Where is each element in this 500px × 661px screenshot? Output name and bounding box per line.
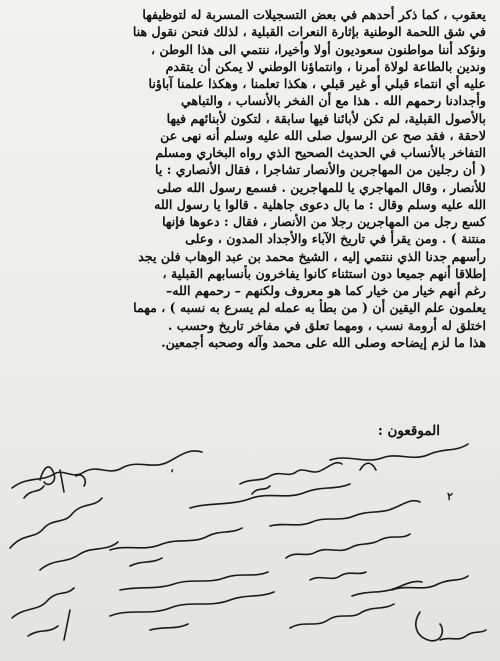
text-line: التفاخر بالأنساب في الحديث الصحيح الذي رواه البخاري ومسلم bbox=[155, 145, 486, 160]
signature-8 bbox=[10, 498, 118, 570]
text-line: ونؤكد أننا مواطنون سعوديون أولا وأخيرا، ننتمي الى هذا الوطن ، bbox=[151, 41, 486, 57]
text-line: بالأصول القبلية، لم تكن لأبائنا فيها سابقة ، لتكون لأبنائهم فيها bbox=[166, 110, 486, 126]
text-line: عليه أي انتماء قبلي أو غير قبلي ، هكذا تعلمنا ، وهكذا علمنا آباؤنا bbox=[148, 76, 486, 91]
signature-11 bbox=[310, 572, 422, 596]
text-line: للأنصار ، وقال المهاجري يا للمهاجرين . فسمع رسول الله صلى bbox=[156, 179, 486, 195]
signature-mark: ٢ bbox=[447, 490, 453, 503]
text-line: رأسهم جدنا الذي ننتمي إليه ، الشيخ محمد بن عبد الوهاب فلن يجد bbox=[138, 248, 486, 264]
signature-3 bbox=[240, 463, 342, 494]
signature-15 bbox=[392, 576, 486, 640]
signature-12 bbox=[12, 588, 74, 640]
text-line: الله عليه وسلم وقال : ما بال دعوى جاهلية . قالوا يا رسول الله bbox=[154, 196, 486, 212]
text-line: يعقوب ، كما ذكر أحدهم في بعض التسجيلات المسربة له لتوظيفها bbox=[142, 7, 486, 22]
signature-5 bbox=[190, 484, 350, 508]
text-line: هذا ما لزم إيضاحه وصلى الله على محمد وآله وصحبه أجمعين. bbox=[161, 334, 486, 350]
signature-13 bbox=[110, 592, 274, 630]
signature-14 bbox=[290, 604, 442, 641]
handwritten-signatures bbox=[0, 440, 500, 661]
text-line: إطلاقا أنهم جميعا دون استثناء كانوا يفاخرون بأنسابهم القبلية ، bbox=[162, 265, 486, 281]
text-line: لاحقة ، فقد صح عن الرسول صلى الله عليه وسلم أنه نهى عن bbox=[160, 127, 486, 143]
text-line: منتنة ) . ومن يقرأ في تاريخ الآباء والأجداد المدون ، وعلى bbox=[185, 231, 486, 247]
signature-4 bbox=[330, 444, 468, 470]
signature-9 bbox=[110, 528, 242, 566]
text-line: يعلمون علم اليقين أن ( من بطأ به عمله لم يسرع به نسبه ) ، مهما bbox=[133, 300, 486, 316]
text-line: رغم أنهم خيار من خيار كما هو معروف ولكنهم – رحمهم الله– bbox=[165, 283, 486, 298]
signature-7 bbox=[286, 534, 410, 558]
text-line: وندين بالطاعة لولاة أمرنا ، وانتماؤنا الوطني لا يمكن أن يتقدم bbox=[165, 58, 486, 74]
text-line: في شق اللحمة الوطنية بإثارة النعرات القبلية ، لذلك فنحن نقول هنا bbox=[132, 24, 486, 40]
text-line: كسع رجل من المهاجرين رجلا من الأنصار ، فقال : دعوها فإنها bbox=[162, 214, 486, 229]
text-line: ( أن رجلين من المهاجرين والأنصار تشاجرا ، فقال الأنصاري : يا bbox=[154, 162, 486, 178]
signature-2 bbox=[40, 467, 85, 492]
signature-mark: ، bbox=[170, 462, 174, 475]
signatories-heading: الموقعون : bbox=[377, 423, 440, 439]
text-line: وأجدادنا رحمهم الله . هذا مع أن الفخر بالأنساب ، والتباهي bbox=[181, 93, 486, 109]
signature-6 bbox=[270, 501, 420, 526]
text-line: اختلق له أرومة نسب ، ومهما تعلق في مفاخر تاريخ وحسب . bbox=[167, 317, 486, 333]
signature-10 bbox=[120, 572, 268, 590]
statement-body bbox=[10, 6, 486, 351]
